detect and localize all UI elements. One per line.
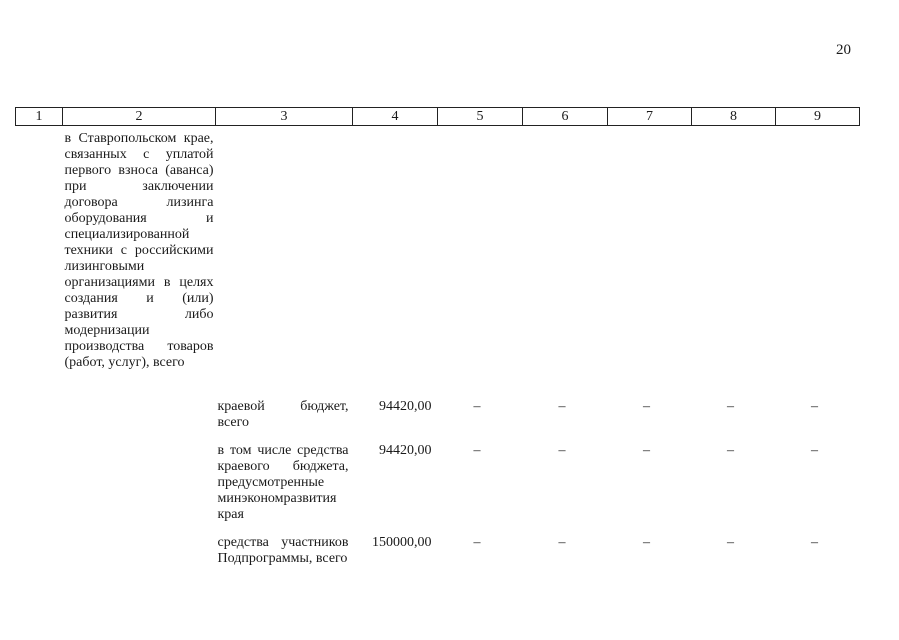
table-row	[16, 399, 860, 431]
value-cell: –	[811, 399, 818, 414]
measure-description: в Ставропольском крае, связанных с уплатой первого взноса (аванса) при заключении договора лизинга оборудования и специализированной техники с российскими лизинговыми организациями в целях создания и (или) развития либо модернизации производства товаров (работ, услуг), всего	[64, 131, 214, 370]
value-cell: –	[727, 535, 734, 550]
value-cell: –	[473, 399, 481, 414]
funding-source: средства участников Подпрограммы, всего	[217, 535, 349, 566]
value-cell: –	[643, 399, 650, 414]
page-number: 20	[836, 42, 851, 58]
column-header-6: 6	[523, 108, 608, 126]
column-header-7: 7	[608, 108, 692, 126]
column-header-8: 8	[692, 108, 776, 126]
table-row	[16, 535, 860, 567]
value-cell: –	[643, 443, 650, 458]
value-cell: –	[473, 443, 481, 458]
value-cell: –	[811, 443, 818, 458]
column-header-5: 5	[438, 108, 523, 126]
description-row	[16, 126, 860, 400]
header-row	[16, 108, 860, 126]
funding-table	[15, 107, 860, 567]
value-cell: –	[558, 535, 566, 550]
value-cell: –	[727, 399, 734, 414]
amount-cell: 150000,00	[372, 535, 432, 550]
funding-source: краевой бюджет, всего	[217, 399, 349, 430]
table-row	[16, 443, 860, 523]
column-header-3: 3	[216, 108, 353, 126]
value-cell: –	[473, 535, 481, 550]
value-cell: –	[643, 535, 650, 550]
amount-cell: 94420,00	[379, 399, 432, 414]
amount-cell: 94420,00	[379, 443, 432, 458]
funding-source: в том числе средства краевого бюджета, предусмотренные минэкономразвития края	[217, 443, 349, 522]
value-cell: –	[558, 399, 566, 414]
value-cell: –	[558, 443, 566, 458]
value-cell: –	[727, 443, 734, 458]
column-header-4: 4	[353, 108, 438, 126]
column-header-9: 9	[776, 108, 860, 126]
value-cell: –	[811, 535, 818, 550]
column-header-2: 2	[63, 108, 216, 126]
column-header-1: 1	[16, 108, 63, 126]
